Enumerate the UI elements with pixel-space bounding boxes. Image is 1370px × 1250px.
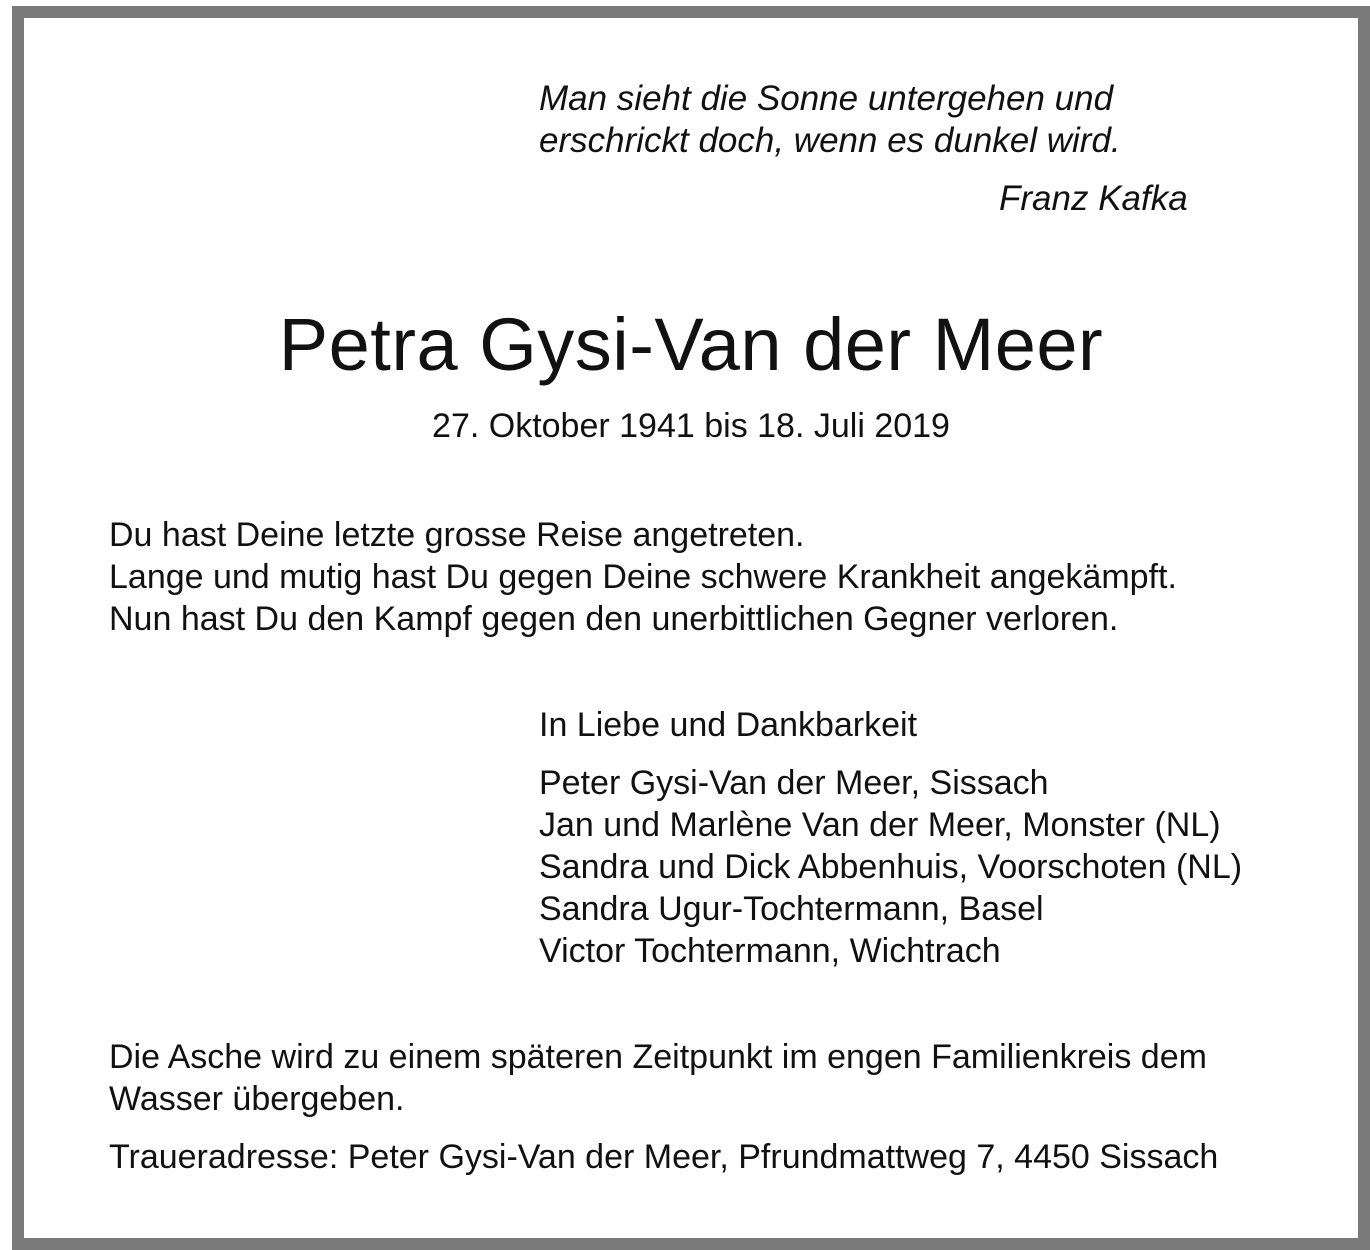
quote-line: erschrickt doch, wenn es dunkel wird. [539,121,1121,160]
mourning-address: Traueradresse: Peter Gysi-Van der Meer, Pfrundmattweg 7, 4450 Sissach [109,1138,1219,1176]
mourner: Sandra Ugur-Tochtermann, Basel [539,890,1044,928]
notice-line: Wasser übergeben. [109,1080,405,1118]
deceased-name: Petra Gysi-Van der Meer [278,303,1104,386]
obituary-notice [12,6,1370,1250]
verse-line: Lange und mutig hast Du gegen Deine schwere Krankheit angekämpft. [109,558,1177,596]
quote-line: Man sieht die Sonne untergehen und [539,79,1114,118]
notice-line: Die Asche wird zu einem späteren Zeitpunkt im engen Familienkreis dem [109,1038,1207,1076]
funeral-notice [109,1036,1207,1120]
mourner: Jan und Marlène Van der Meer, Monster (NL) [539,806,1221,844]
kafka-quote [539,78,1121,162]
dedication: In Liebe und Dankbarkeit [539,706,918,744]
life-dates: 27. Oktober 1941 bis 18. Juli 2019 [432,407,950,445]
quote-author: Franz Kafka [999,179,1188,218]
mourner: Peter Gysi-Van der Meer, Sissach [539,764,1049,802]
mourners-list [539,762,1242,972]
farewell-verse [109,514,1177,640]
mourner: Victor Tochtermann, Wichtrach [539,932,1001,970]
mourner: Sandra und Dick Abbenhuis, Voorschoten (NL) [539,848,1243,886]
verse-line: Du hast Deine letzte grosse Reise angetreten. [109,516,805,554]
verse-line: Nun hast Du den Kampf gegen den unerbittlichen Gegner verloren. [109,600,1119,638]
